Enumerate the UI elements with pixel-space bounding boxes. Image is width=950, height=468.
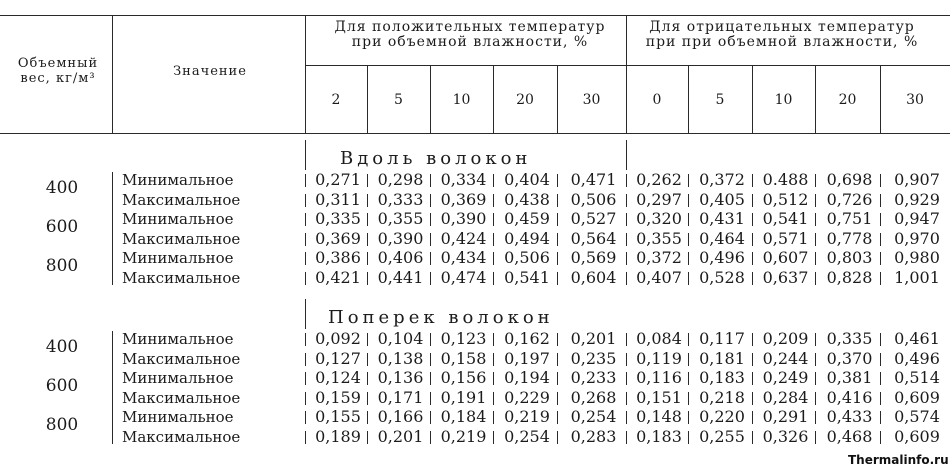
top-rule	[0, 15, 950, 16]
cell-divider	[367, 431, 368, 444]
cell-divider	[752, 213, 753, 226]
table-cell: 0,197	[504, 348, 550, 368]
table-cell: 0,183	[636, 426, 682, 446]
table-cell: 0,494	[504, 228, 550, 248]
table-cell: 0,390	[377, 228, 424, 248]
cell-divider	[305, 431, 306, 444]
table-cell: 0,468	[826, 426, 873, 446]
table-cell: 0,607	[762, 248, 809, 267]
cell-divider	[493, 431, 494, 444]
table-cell: 0,162	[504, 329, 550, 348]
table-cell: 0,406	[377, 248, 424, 267]
table-cell: 0,751	[826, 209, 873, 228]
cell-divider	[493, 252, 494, 265]
cell-divider	[305, 411, 306, 424]
cell-divider	[430, 353, 431, 366]
table-cell: 0,262	[636, 170, 682, 189]
table-cell: 0,220	[699, 407, 745, 426]
table-cell: 0,254	[504, 426, 550, 446]
row-label: Минимальное	[122, 408, 234, 426]
cell-divider	[688, 431, 689, 444]
cell-divider	[752, 233, 753, 246]
value-column-header: Значение	[173, 64, 247, 79]
subcolumn-divider	[430, 66, 431, 133]
cell-divider	[557, 431, 558, 444]
row-label: Минимальное	[122, 249, 234, 267]
density-value: 400	[45, 337, 79, 357]
table-cell: 0,219	[504, 407, 550, 426]
table-cell: 0,506	[504, 248, 550, 267]
weight-column-divider	[112, 15, 113, 133]
negative-moisture-header: 0	[652, 92, 662, 108]
table-cell: 0,370	[826, 348, 873, 368]
row-label: Максимальное	[122, 268, 241, 287]
table-cell: 0,381	[826, 368, 873, 387]
table-cell: 0,541	[762, 209, 809, 228]
cell-divider	[626, 194, 627, 207]
table-cell: 0,219	[440, 426, 487, 446]
density-value: 600	[45, 376, 79, 396]
cell-divider	[493, 233, 494, 246]
row-label: Минимальное	[122, 210, 234, 228]
table-cell: 0,201	[377, 426, 424, 446]
table-cell: 0,372	[699, 170, 745, 189]
table-cell: 0,335	[315, 209, 361, 228]
table-cell: 0,369	[315, 228, 361, 248]
table-cell: 0,698	[826, 170, 873, 189]
cell-divider	[557, 194, 558, 207]
cell-divider	[880, 431, 881, 444]
table-cell: 0,431	[699, 209, 745, 228]
cell-divider	[688, 213, 689, 226]
cell-divider	[493, 392, 494, 405]
table-cell: 0,369	[440, 189, 487, 209]
positive-moisture-header: 5	[394, 92, 403, 108]
table-cell: 0,970	[894, 228, 940, 248]
group-subrule	[305, 65, 950, 66]
row-label: Минимальное	[122, 171, 234, 189]
weight-column-header: Объемный вес, кг/м³	[17, 56, 99, 86]
cell-divider	[626, 174, 627, 187]
cell-divider	[688, 194, 689, 207]
cell-divider	[557, 272, 558, 285]
cell-divider	[430, 194, 431, 207]
table-cell: 0,438	[504, 189, 550, 209]
cell-divider	[688, 333, 689, 346]
table-cell: 0,218	[699, 387, 745, 407]
cell-divider	[626, 431, 627, 444]
subcolumn-divider	[557, 66, 558, 133]
cell-divider	[688, 372, 689, 385]
table-cell: 0,416	[826, 387, 873, 407]
cell-divider	[626, 392, 627, 405]
section-title: Поперек волокон	[328, 307, 554, 328]
table-cell: 0,335	[826, 329, 873, 348]
cell-divider	[305, 372, 306, 385]
positive-moisture-header: 2	[331, 92, 341, 108]
cell-divider	[752, 353, 753, 366]
table-cell: 0,496	[699, 248, 745, 267]
negative-moisture-header: 20	[838, 92, 857, 108]
cell-divider	[880, 272, 881, 285]
table-cell: 0,355	[636, 228, 682, 248]
cell-divider	[367, 272, 368, 285]
table-cell: 0,201	[570, 329, 617, 348]
table-cell: 0,726	[826, 189, 873, 209]
cell-divider	[880, 252, 881, 265]
cell-divider	[430, 252, 431, 265]
cell-divider	[430, 174, 431, 187]
table-cell: 0,947	[894, 209, 940, 228]
table-cell: 0,298	[377, 170, 424, 189]
cell-divider	[493, 174, 494, 187]
table-cell: 0,433	[826, 407, 873, 426]
cell-divider	[493, 411, 494, 424]
cell-divider	[688, 233, 689, 246]
table-cell: 0,229	[504, 387, 550, 407]
cell-divider	[305, 252, 306, 265]
cell-divider	[626, 333, 627, 346]
table-cell: 0,527	[570, 209, 617, 228]
cell-divider	[305, 213, 306, 226]
table-cell: 0,235	[570, 348, 617, 368]
table-cell: 0,271	[315, 170, 361, 189]
table-cell: 0,404	[504, 170, 550, 189]
cell-divider	[367, 372, 368, 385]
cell-divider	[493, 272, 494, 285]
section-left-rule	[305, 299, 306, 329]
table-cell: 0,117	[699, 329, 745, 348]
cell-divider	[367, 213, 368, 226]
cell-divider	[688, 252, 689, 265]
row-label: Максимальное	[122, 388, 241, 407]
table-cell: 0,405	[699, 189, 745, 209]
cell-divider	[557, 174, 558, 187]
header-bottom-rule	[0, 133, 950, 134]
cell-divider	[626, 213, 627, 226]
table-cell: 0,127	[315, 348, 361, 368]
row-label: Максимальное	[122, 427, 241, 446]
table-cell: 0,778	[826, 228, 873, 248]
table-cell: 0,233	[570, 368, 617, 387]
subcolumn-divider	[493, 66, 494, 133]
density-value: 400	[45, 178, 79, 198]
cell-divider	[752, 411, 753, 424]
cell-divider	[815, 392, 816, 405]
cell-divider	[557, 233, 558, 246]
cell-divider	[367, 333, 368, 346]
cell-divider	[367, 411, 368, 424]
cell-divider	[626, 272, 627, 285]
table-cell: 0,155	[315, 407, 361, 426]
table-cell: 0,156	[440, 368, 487, 387]
cell-divider	[815, 233, 816, 246]
cell-divider	[557, 411, 558, 424]
table-cell: 0,609	[894, 387, 940, 407]
cell-divider	[557, 353, 558, 366]
cell-divider	[880, 213, 881, 226]
group-rule	[626, 140, 627, 170]
row-label: Минимальное	[122, 330, 234, 348]
cell-divider	[493, 333, 494, 346]
positive-group-header: Для положительных температур при объемной влажности, %	[334, 19, 606, 50]
table-cell: 0,506	[570, 189, 617, 209]
subcolumn-divider	[752, 66, 753, 133]
table-cell: 0,092	[315, 329, 361, 348]
cell-divider	[557, 252, 558, 265]
cell-divider	[367, 194, 368, 207]
cell-divider	[430, 372, 431, 385]
cell-divider	[305, 333, 306, 346]
cell-divider	[626, 252, 627, 265]
table-cell: 0,136	[377, 368, 424, 387]
table-cell: 0,407	[636, 267, 682, 287]
table-cell: 0,166	[377, 407, 424, 426]
cell-divider	[430, 272, 431, 285]
table-cell: 0,184	[440, 407, 487, 426]
table-cell: 0,459	[504, 209, 550, 228]
table-cell: 0,372	[636, 248, 682, 267]
table-cell: 0,116	[636, 368, 682, 387]
table-cell: 0,254	[570, 407, 617, 426]
row-label: Максимальное	[122, 190, 241, 209]
table-cell: 0,255	[699, 426, 745, 446]
table-cell: 0,980	[894, 248, 940, 267]
positive-moisture-header: 30	[582, 92, 601, 108]
cell-divider	[752, 372, 753, 385]
density-value: 800	[45, 415, 79, 435]
cell-divider	[815, 252, 816, 265]
table-cell: 0,828	[826, 267, 873, 287]
table-cell: 0.488	[762, 170, 809, 189]
table-cell: 0,571	[762, 228, 809, 248]
cell-divider	[430, 233, 431, 246]
cell-divider	[430, 333, 431, 346]
table-cell: 0,297	[636, 189, 682, 209]
cell-divider	[557, 372, 558, 385]
cell-divider	[752, 392, 753, 405]
table-cell: 0,496	[894, 348, 940, 368]
section-left-rule	[305, 140, 306, 170]
section-title: Вдоль волокон	[340, 148, 532, 169]
cell-divider	[305, 233, 306, 246]
cell-divider	[305, 353, 306, 366]
cell-divider	[493, 372, 494, 385]
cell-divider	[430, 392, 431, 405]
negative-moisture-header: 30	[906, 92, 924, 108]
watermark-text: Thermalinfo.ru	[848, 453, 949, 467]
table-cell: 0,528	[699, 267, 745, 287]
cell-divider	[880, 392, 881, 405]
table-cell: 0,424	[440, 228, 487, 248]
table-cell: 0,159	[315, 387, 361, 407]
cell-divider	[493, 353, 494, 366]
cell-divider	[493, 213, 494, 226]
cell-divider	[815, 213, 816, 226]
cell-divider	[880, 372, 881, 385]
table-cell: 0,474	[440, 267, 487, 287]
table-cell: 0,284	[762, 387, 809, 407]
negative-group-header: Для отрицательных температур при при объемной влажности, %	[645, 19, 919, 50]
cell-divider	[557, 392, 558, 405]
cell-divider	[752, 333, 753, 346]
table-cell: 0,194	[504, 368, 550, 387]
value-column-divider	[305, 15, 306, 133]
cell-divider	[557, 213, 558, 226]
table-cell: 0,189	[315, 426, 361, 446]
cell-divider	[493, 194, 494, 207]
table-cell: 0,326	[762, 426, 809, 446]
cell-divider	[688, 353, 689, 366]
cell-divider	[752, 252, 753, 265]
table-cell: 0,181	[699, 348, 745, 368]
table-cell: 0,569	[570, 248, 617, 267]
cell-divider	[626, 411, 627, 424]
cell-divider	[430, 431, 431, 444]
cell-divider	[688, 392, 689, 405]
table-cell: 0,209	[762, 329, 809, 348]
table-cell: 0,512	[762, 189, 809, 209]
positive-moisture-header: 20	[516, 92, 534, 108]
cell-divider	[815, 372, 816, 385]
table-cell: 0,138	[377, 348, 424, 368]
table-cell: 0,249	[762, 368, 809, 387]
cell-divider	[367, 174, 368, 187]
table-cell: 0,151	[636, 387, 682, 407]
table-cell: 0,171	[377, 387, 424, 407]
cell-divider	[752, 194, 753, 207]
cell-divider	[305, 272, 306, 285]
table-cell: 0,471	[570, 170, 617, 189]
cell-divider	[367, 353, 368, 366]
table-cell: 0,333	[377, 189, 424, 209]
table-cell: 0,334	[440, 170, 487, 189]
cell-divider	[367, 392, 368, 405]
cell-divider	[305, 174, 306, 187]
table-cell: 0,104	[377, 329, 424, 348]
cell-divider	[430, 411, 431, 424]
subcolumn-divider	[880, 66, 881, 133]
table-cell: 0,291	[762, 407, 809, 426]
table-cell: 0,320	[636, 209, 682, 228]
cell-divider	[815, 411, 816, 424]
table-cell: 0,158	[440, 348, 487, 368]
table-cell: 0,604	[570, 267, 617, 287]
cell-divider	[688, 272, 689, 285]
cell-divider	[880, 411, 881, 424]
table-cell: 0,564	[570, 228, 617, 248]
cell-divider	[367, 233, 368, 246]
table-cell: 0,609	[894, 426, 940, 446]
cell-divider	[815, 333, 816, 346]
cell-divider	[815, 194, 816, 207]
cell-divider	[557, 333, 558, 346]
negative-moisture-header: 5	[715, 92, 725, 108]
cell-divider	[815, 431, 816, 444]
row-label-rule	[112, 172, 113, 285]
table-cell: 0,084	[636, 329, 682, 348]
cell-divider	[752, 431, 753, 444]
density-value: 800	[45, 256, 79, 276]
positive-moisture-header: 10	[452, 92, 471, 108]
subcolumn-divider	[367, 66, 368, 133]
negative-moisture-header: 10	[774, 92, 793, 108]
cell-divider	[815, 174, 816, 187]
density-value: 600	[45, 217, 79, 237]
table-cell: 0,441	[377, 267, 424, 287]
cell-divider	[880, 333, 881, 346]
cell-divider	[752, 174, 753, 187]
table-cell: 0,421	[315, 267, 361, 287]
cell-divider	[688, 411, 689, 424]
table-cell: 0,464	[699, 228, 745, 248]
subcolumn-divider	[815, 66, 816, 133]
table-cell: 0,434	[440, 248, 487, 267]
cell-divider	[815, 353, 816, 366]
cell-divider	[815, 272, 816, 285]
table-cell: 0,148	[636, 407, 682, 426]
cell-divider	[880, 353, 881, 366]
table-cell: 0,390	[440, 209, 487, 228]
row-label: Минимальное	[122, 369, 234, 387]
table-cell: 0,461	[894, 329, 940, 348]
table-cell: 0,355	[377, 209, 424, 228]
table-cell: 1,001	[894, 267, 940, 287]
table-cell: 0,541	[504, 267, 550, 287]
subcolumn-divider	[688, 66, 689, 133]
row-label: Максимальное	[122, 229, 241, 248]
table-cell: 0,929	[894, 189, 940, 209]
cell-divider	[626, 233, 627, 246]
cell-divider	[305, 194, 306, 207]
table-cell: 0,574	[894, 407, 940, 426]
table-cell: 0,268	[570, 387, 617, 407]
cell-divider	[880, 194, 881, 207]
group-divider	[626, 15, 627, 133]
row-label: Максимальное	[122, 349, 241, 368]
table-cell: 0,191	[440, 387, 487, 407]
table-cell: 0,803	[826, 248, 873, 267]
cell-divider	[626, 372, 627, 385]
row-label-rule	[112, 331, 113, 444]
table-cell: 0,514	[894, 368, 940, 387]
table-cell: 0,244	[762, 348, 809, 368]
table-cell: 0,183	[699, 368, 745, 387]
table-cell: 0,123	[440, 329, 487, 348]
table-cell: 0,907	[894, 170, 940, 189]
cell-divider	[688, 174, 689, 187]
table-cell: 0,311	[315, 189, 361, 209]
cell-divider	[880, 174, 881, 187]
cell-divider	[430, 213, 431, 226]
cell-divider	[880, 233, 881, 246]
table-cell: 0,386	[315, 248, 361, 267]
cell-divider	[305, 392, 306, 405]
table-cell: 0,637	[762, 267, 809, 287]
cell-divider	[367, 252, 368, 265]
table-cell: 0,119	[636, 348, 682, 368]
table-cell: 0,283	[570, 426, 617, 446]
cell-divider	[626, 353, 627, 366]
table-cell: 0,124	[315, 368, 361, 387]
cell-divider	[752, 272, 753, 285]
